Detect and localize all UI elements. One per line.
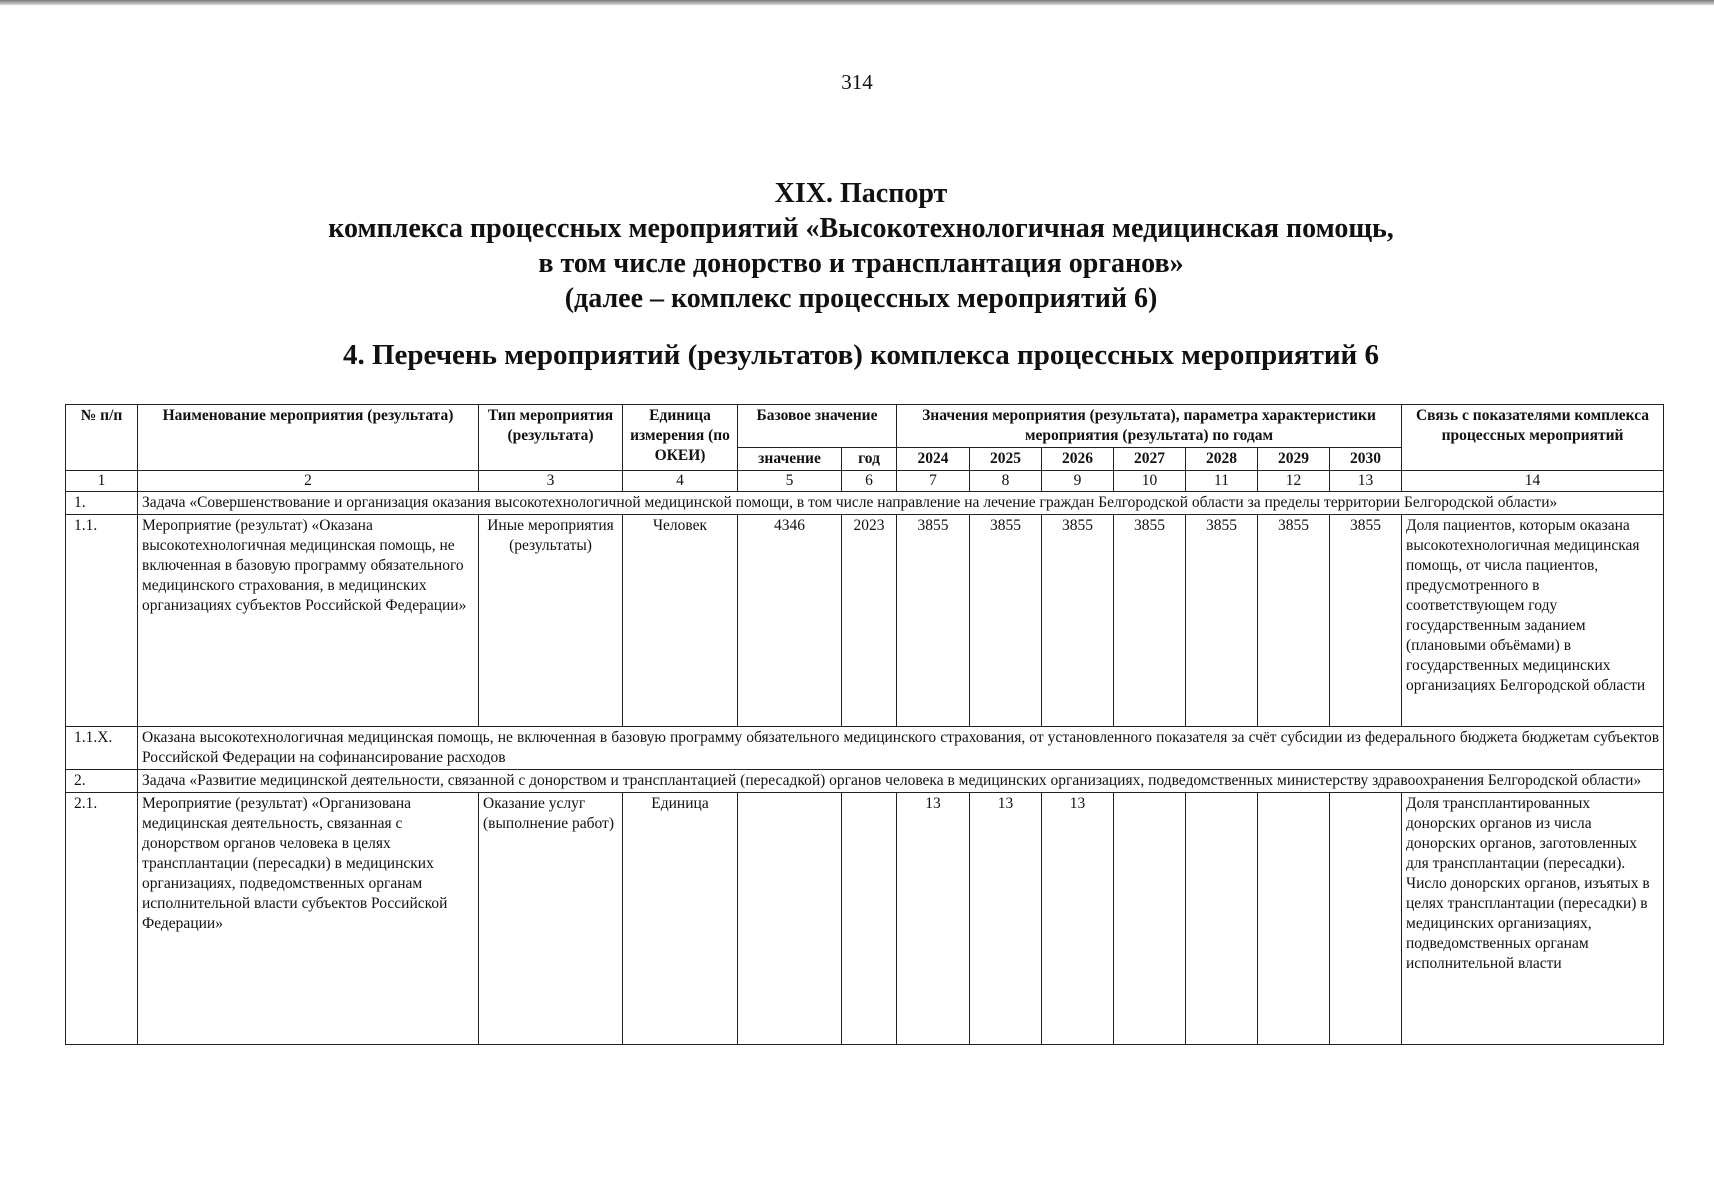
header-base-year: год [842, 448, 897, 471]
measure-name: Мероприятие (результат) «Оказана высокотехнологичная медицинская помощь, не включенная в базовую программу обязательного медицинского страхования, в медицинских организациях субъектов Российской Федерации» [138, 515, 479, 727]
header-year: 2025 [970, 448, 1042, 471]
column-number-row [66, 471, 1664, 492]
row-number: 1. [66, 492, 138, 515]
row-number: 2. [66, 770, 138, 793]
row-number: 2.1. [66, 793, 138, 1045]
column-number: 14 [1402, 471, 1664, 492]
header-unit: Единица измерения (по ОКЕИ) [623, 405, 738, 471]
header-year: 2030 [1330, 448, 1402, 471]
header-year: 2029 [1258, 448, 1330, 471]
indicator-link: Доля трансплантированных донорских органов из числа донорских органов, заготовленных для трансплантации (пересадки). Число донорских органов, изъятых в целях трансплантации (пересадки) в медицинских организациях, подведомственных органам исполнительной власти [1402, 793, 1664, 1045]
column-number: 3 [479, 471, 623, 492]
year-value: 3855 [1186, 515, 1258, 727]
year-value: 3855 [897, 515, 970, 727]
column-number: 7 [897, 471, 970, 492]
section-title: 4. Перечень мероприятий (результатов) комплекса процессных мероприятий 6 [342, 339, 1380, 371]
description-text: Оказана высокотехнологичная медицинская помощь, не включенная в базовую программу обязательного медицинского страхования, от установленного показателя за счёт субсидии из федерального бюджета бюджетам субъектов Российской Федерации на софинансирование расходов [138, 727, 1664, 770]
year-value: 3855 [970, 515, 1042, 727]
column-number: 6 [842, 471, 897, 492]
column-number: 12 [1258, 471, 1330, 492]
header-num: № п/п [66, 405, 138, 471]
header-year: 2024 [897, 448, 970, 471]
header-name: Наименование мероприятия (результата) [138, 405, 479, 471]
header-year: 2027 [1114, 448, 1186, 471]
indicator-link: Доля пациентов, которым оказана высокотехнологичная медицинская помощь, от числа пациентов, предусмотренного в соответствующем году государственным заданием (плановыми объёмами) в государственных медицинских организациях Белгородской области [1402, 515, 1664, 727]
page-number: 314 [841, 70, 873, 94]
year-value: 3855 [1114, 515, 1186, 727]
column-number: 10 [1114, 471, 1186, 492]
column-number: 9 [1042, 471, 1114, 492]
header-year: 2026 [1042, 448, 1114, 471]
measure-unit: Единица [623, 793, 738, 1045]
measure-row [66, 515, 1664, 727]
header-values-by-year: Значения мероприятия (результата), параметра характеристики мероприятия (результата) по годам [897, 405, 1402, 448]
base-value: 4346 [738, 515, 842, 727]
measure-type: Оказание услуг (выполнение работ) [479, 793, 623, 1045]
column-number: 8 [970, 471, 1042, 492]
year-value: 13 [970, 793, 1042, 1045]
heading-line-2: комплекса процессных мероприятий «Высокотехнологичная медицинская помощь, [328, 213, 1394, 244]
year-value [1114, 793, 1186, 1045]
measure-type: Иные мероприятия (результаты) [479, 515, 623, 727]
heading-line-1: XIX. Паспорт [774, 178, 948, 209]
column-number: 5 [738, 471, 842, 492]
header-row-1 [66, 405, 1664, 448]
base-year [842, 793, 897, 1045]
row-number: 1.1.X. [66, 727, 138, 770]
column-number: 1 [66, 471, 138, 492]
column-number: 2 [138, 471, 479, 492]
task-row [66, 770, 1664, 793]
row-number: 1.1. [66, 515, 138, 727]
heading-line-4: (далее – комплекс процессных мероприятий 6) [564, 283, 1158, 314]
base-value [738, 793, 842, 1045]
measures-table [65, 404, 1664, 1045]
task-row [66, 492, 1664, 515]
header-base: Базовое значение [738, 405, 897, 448]
year-value: 3855 [1330, 515, 1402, 727]
header-link: Связь с показателями комплекса процессных мероприятий [1402, 405, 1664, 471]
scan-top-edge [0, 0, 1714, 5]
column-number: 13 [1330, 471, 1402, 492]
base-year: 2023 [842, 515, 897, 727]
year-value: 3855 [1258, 515, 1330, 727]
year-value: 3855 [1042, 515, 1114, 727]
header-type: Тип мероприятия (результата) [479, 405, 623, 471]
description-row [66, 727, 1664, 770]
year-value: 13 [897, 793, 970, 1045]
year-value [1186, 793, 1258, 1045]
document-heading [80, 176, 1642, 316]
year-value: 13 [1042, 793, 1114, 1045]
measure-name: Мероприятие (результат) «Организована медицинская деятельность, связанная с донорством органов человека в целях трансплантации (пересадки) в медицинских организациях, подведомственных органам исполнительной власти субъектов Российской Федерации» [138, 793, 479, 1045]
year-value [1258, 793, 1330, 1045]
header-year: 2028 [1186, 448, 1258, 471]
column-number: 11 [1186, 471, 1258, 492]
measure-unit: Человек [623, 515, 738, 727]
heading-line-3: в том числе донорство и трансплантация органов» [538, 248, 1184, 279]
header-base-value: значение [738, 448, 842, 471]
column-number: 4 [623, 471, 738, 492]
measure-row [66, 793, 1664, 1045]
task-text: Задача «Развитие медицинской деятельности, связанной с донорством и трансплантацией (пересадкой) органов человека в медицинских организациях, подведомственных министерству здравоохранения Белгородской области» [138, 770, 1664, 793]
year-value [1330, 793, 1402, 1045]
task-text: Задача «Совершенствование и организация оказания высокотехнологичной медицинской помощи, в том числе направление на лечение граждан Белгородской области за пределы территории Белгородской области» [138, 492, 1664, 515]
